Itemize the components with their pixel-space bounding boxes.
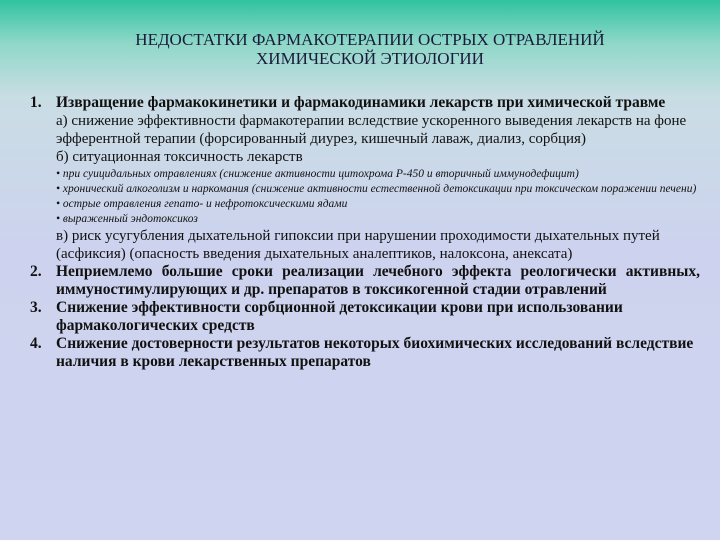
bullet-3: • острые отравления гепато- и нефротоксическими ядами [56, 198, 348, 210]
item-heading: Снижение достоверности результатов некоторых биохимических исследований вследствие наличия в крови лекарственных препаратов [56, 335, 694, 370]
item-number: 1. [30, 94, 42, 111]
item-heading: Извращение фармакокинетики и фармакодинамики лекарств при химической травме [56, 94, 666, 111]
item-heading: Неприемлемо большие сроки реализации лечебного эффекта реологически активных, иммуностимулирующих и др. препаратов в токсикогенной стадии отравлений [56, 263, 700, 298]
subitem-c: в) риск усугубления дыхательной гипоксии при нарушении проходимости дыхательных путей (асфиксия) (опасность введения дыхательных аналептиков, налоксона, анексата) [56, 228, 660, 262]
list-item-1 [30, 94, 700, 263]
item-number: 2. [30, 263, 42, 280]
list-item-4 [30, 335, 700, 371]
subitem-a: а) снижение эффективности фармакотерапии вследствие ускоренного выведения лекарств на фоне эфферентной терапии (форсированный диурез, кишечный лаваж, диализ, сорбция) [56, 113, 687, 147]
item-number: 4. [30, 335, 42, 352]
title-line-1: НЕДОСТАТКИ ФАРМАКОТЕРАПИИ ОСТРЫХ ОТРАВЛЕНИЙ [135, 30, 605, 49]
slide-title [40, 30, 700, 68]
content-list [30, 94, 700, 371]
list-item-2 [30, 263, 700, 299]
bullet-1: • при суицидальных отравлениях (снижение активности цитохрома Р-450 и вторичный иммунодефицит) [56, 168, 579, 180]
title-line-2: ХИМИЧЕСКОЙ ЭТИОЛОГИИ [256, 49, 484, 68]
bullet-2: • хронический алкоголизм и наркомания (снижение активности естественной детоксикации при токсическом поражении печени) [56, 183, 697, 195]
item-number: 3. [30, 299, 42, 316]
item-heading: Снижение эффективности сорбционной детоксикации крови при использовании фармакологических средств [56, 299, 623, 334]
subitem-b: б) ситуационная токсичность лекарств [56, 149, 303, 165]
bullet-4: • выраженный эндотоксикоз [56, 213, 198, 225]
list-item-3 [30, 299, 700, 335]
